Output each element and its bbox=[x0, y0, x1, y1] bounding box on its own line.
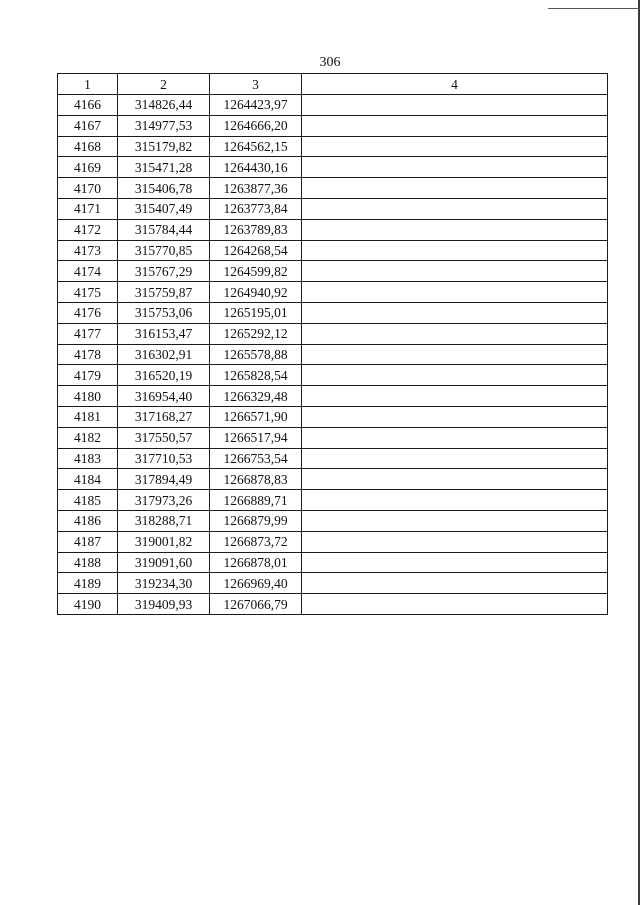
table-row bbox=[58, 323, 608, 344]
point-number-cell: 4184 bbox=[58, 469, 118, 490]
point-number-cell: 4169 bbox=[58, 157, 118, 178]
x-coordinate-cell: 314826,44 bbox=[118, 95, 210, 116]
table-row bbox=[58, 469, 608, 490]
note-cell bbox=[302, 573, 608, 594]
point-number-cell: 4187 bbox=[58, 531, 118, 552]
table-row bbox=[58, 552, 608, 573]
point-number-cell: 4174 bbox=[58, 261, 118, 282]
x-coordinate-cell: 319091,60 bbox=[118, 552, 210, 573]
table-header-row bbox=[58, 74, 608, 95]
note-cell bbox=[302, 282, 608, 303]
y-coordinate-cell: 1263789,83 bbox=[210, 219, 302, 240]
point-number-cell: 4173 bbox=[58, 240, 118, 261]
x-coordinate-cell: 316153,47 bbox=[118, 323, 210, 344]
y-coordinate-cell: 1264940,92 bbox=[210, 282, 302, 303]
point-number-cell: 4179 bbox=[58, 365, 118, 386]
x-coordinate-cell: 315407,49 bbox=[118, 198, 210, 219]
table-row bbox=[58, 510, 608, 531]
note-cell bbox=[302, 406, 608, 427]
point-number-cell: 4176 bbox=[58, 302, 118, 323]
table-row bbox=[58, 240, 608, 261]
point-number-cell: 4186 bbox=[58, 510, 118, 531]
x-coordinate-cell: 317168,27 bbox=[118, 406, 210, 427]
point-number-cell: 4181 bbox=[58, 406, 118, 427]
x-coordinate-cell: 315770,85 bbox=[118, 240, 210, 261]
table-row bbox=[58, 136, 608, 157]
table-row bbox=[58, 115, 608, 136]
point-number-cell: 4190 bbox=[58, 594, 118, 615]
table-row bbox=[58, 365, 608, 386]
column-header-2: 2 bbox=[118, 74, 210, 95]
table-row bbox=[58, 490, 608, 511]
x-coordinate-cell: 315406,78 bbox=[118, 178, 210, 199]
note-cell bbox=[302, 240, 608, 261]
table-row bbox=[58, 302, 608, 323]
coordinates-table bbox=[57, 73, 608, 615]
point-number-cell: 4171 bbox=[58, 198, 118, 219]
x-coordinate-cell: 315179,82 bbox=[118, 136, 210, 157]
table-row bbox=[58, 594, 608, 615]
y-coordinate-cell: 1265195,01 bbox=[210, 302, 302, 323]
note-cell bbox=[302, 157, 608, 178]
table-row bbox=[58, 448, 608, 469]
x-coordinate-cell: 316954,40 bbox=[118, 386, 210, 407]
y-coordinate-cell: 1266879,99 bbox=[210, 510, 302, 531]
note-cell bbox=[302, 448, 608, 469]
point-number-cell: 4188 bbox=[58, 552, 118, 573]
table-body bbox=[58, 95, 608, 615]
point-number-cell: 4189 bbox=[58, 573, 118, 594]
column-header-4: 4 bbox=[302, 74, 608, 95]
y-coordinate-cell: 1265292,12 bbox=[210, 323, 302, 344]
point-number-cell: 4183 bbox=[58, 448, 118, 469]
y-coordinate-cell: 1266517,94 bbox=[210, 427, 302, 448]
point-number-cell: 4175 bbox=[58, 282, 118, 303]
x-coordinate-cell: 314977,53 bbox=[118, 115, 210, 136]
page-number: 306 bbox=[319, 55, 341, 70]
x-coordinate-cell: 315767,29 bbox=[118, 261, 210, 282]
x-coordinate-cell: 319001,82 bbox=[118, 531, 210, 552]
table-row bbox=[58, 219, 608, 240]
y-coordinate-cell: 1266753,54 bbox=[210, 448, 302, 469]
note-cell bbox=[302, 178, 608, 199]
y-coordinate-cell: 1266873,72 bbox=[210, 531, 302, 552]
note-cell bbox=[302, 427, 608, 448]
point-number-cell: 4178 bbox=[58, 344, 118, 365]
y-coordinate-cell: 1266878,83 bbox=[210, 469, 302, 490]
point-number-cell: 4180 bbox=[58, 386, 118, 407]
table-row bbox=[58, 261, 608, 282]
table-row bbox=[58, 198, 608, 219]
point-number-cell: 4167 bbox=[58, 115, 118, 136]
x-coordinate-cell: 315753,06 bbox=[118, 302, 210, 323]
x-coordinate-cell: 315784,44 bbox=[118, 219, 210, 240]
note-cell bbox=[302, 490, 608, 511]
x-coordinate-cell: 316302,91 bbox=[118, 344, 210, 365]
note-cell bbox=[302, 344, 608, 365]
table-row bbox=[58, 157, 608, 178]
y-coordinate-cell: 1264423,97 bbox=[210, 95, 302, 116]
point-number-cell: 4166 bbox=[58, 95, 118, 116]
y-coordinate-cell: 1266889,71 bbox=[210, 490, 302, 511]
y-coordinate-cell: 1266878,01 bbox=[210, 552, 302, 573]
note-cell bbox=[302, 302, 608, 323]
note-cell bbox=[302, 365, 608, 386]
point-number-cell: 4168 bbox=[58, 136, 118, 157]
y-coordinate-cell: 1264268,54 bbox=[210, 240, 302, 261]
column-header-3: 3 bbox=[210, 74, 302, 95]
y-coordinate-cell: 1265828,54 bbox=[210, 365, 302, 386]
note-cell bbox=[302, 323, 608, 344]
x-coordinate-cell: 315471,28 bbox=[118, 157, 210, 178]
table-row bbox=[58, 344, 608, 365]
x-coordinate-cell: 317973,26 bbox=[118, 490, 210, 511]
table-row bbox=[58, 386, 608, 407]
x-coordinate-cell: 319234,30 bbox=[118, 573, 210, 594]
table-row bbox=[58, 406, 608, 427]
x-coordinate-cell: 315759,87 bbox=[118, 282, 210, 303]
x-coordinate-cell: 318288,71 bbox=[118, 510, 210, 531]
table-row bbox=[58, 573, 608, 594]
note-cell bbox=[302, 594, 608, 615]
x-coordinate-cell: 317710,53 bbox=[118, 448, 210, 469]
point-number-cell: 4177 bbox=[58, 323, 118, 344]
table-row bbox=[58, 427, 608, 448]
y-coordinate-cell: 1263877,36 bbox=[210, 178, 302, 199]
note-cell bbox=[302, 198, 608, 219]
y-coordinate-cell: 1265578,88 bbox=[210, 344, 302, 365]
y-coordinate-cell: 1264430,16 bbox=[210, 157, 302, 178]
x-coordinate-cell: 316520,19 bbox=[118, 365, 210, 386]
y-coordinate-cell: 1266329,48 bbox=[210, 386, 302, 407]
table-row bbox=[58, 95, 608, 116]
table-row bbox=[58, 178, 608, 199]
point-number-cell: 4172 bbox=[58, 219, 118, 240]
point-number-cell: 4170 bbox=[58, 178, 118, 199]
column-header-1: 1 bbox=[58, 74, 118, 95]
y-coordinate-cell: 1263773,84 bbox=[210, 198, 302, 219]
y-coordinate-cell: 1264562,15 bbox=[210, 136, 302, 157]
y-coordinate-cell: 1264666,20 bbox=[210, 115, 302, 136]
note-cell bbox=[302, 386, 608, 407]
note-cell bbox=[302, 115, 608, 136]
scan-edge-mark bbox=[548, 8, 640, 9]
y-coordinate-cell: 1267066,79 bbox=[210, 594, 302, 615]
y-coordinate-cell: 1266969,40 bbox=[210, 573, 302, 594]
table-row bbox=[58, 531, 608, 552]
note-cell bbox=[302, 136, 608, 157]
note-cell bbox=[302, 469, 608, 490]
note-cell bbox=[302, 261, 608, 282]
note-cell bbox=[302, 552, 608, 573]
point-number-cell: 4185 bbox=[58, 490, 118, 511]
note-cell bbox=[302, 510, 608, 531]
y-coordinate-cell: 1266571,90 bbox=[210, 406, 302, 427]
table-row bbox=[58, 282, 608, 303]
point-number-cell: 4182 bbox=[58, 427, 118, 448]
note-cell bbox=[302, 531, 608, 552]
x-coordinate-cell: 317894,49 bbox=[118, 469, 210, 490]
x-coordinate-cell: 319409,93 bbox=[118, 594, 210, 615]
y-coordinate-cell: 1264599,82 bbox=[210, 261, 302, 282]
note-cell bbox=[302, 219, 608, 240]
note-cell bbox=[302, 95, 608, 116]
x-coordinate-cell: 317550,57 bbox=[118, 427, 210, 448]
